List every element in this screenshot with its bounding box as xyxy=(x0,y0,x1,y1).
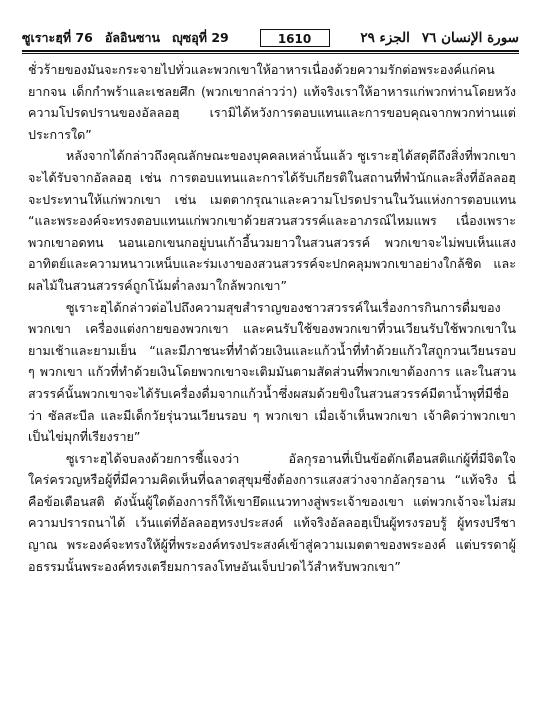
header-left xyxy=(22,27,241,49)
juz-thai: ญุซอุที่ 29 xyxy=(172,30,229,45)
running-header xyxy=(22,27,519,49)
paragraph-2: หลังจากได้กล่าวถึงคุณลักษณะของบุคคลเหล่านั้นแล้ว ซูเราะฮฺได้สดุดีถึงสิ่งที่พวกเขาจะได้รับจากอัลลอฮฺ เช่น การตอบแทนและการได้รับเกียรติในสถานที่พำนักและสิ่งที่อัลลอฮฺจะประทานให้แก่พวกเขา เช่น เมตตากรุณาและความโปรดปรานในวันแห่งการตอบแทน “และพระองค์จะทรงตอบแทนแก่พวกเขาด้วยสวนสวรรค์และอาภรณ์ไหมแพร เนื่องเพราะพวกเขาอดทน นอนเอกเขนกอยู่บนเก้าอี้นวมยาวในสวนสวรรค์ พวกเขาจะไม่พบเห็นแสงอาทิตย์และความหนาวเหน็บและร่มเงาของสวนสวรรค์จะปกคลุมพวกเขาอย่างใกล้ชิด และผลไม้ในสวนสวรรค์ถูกโน้มต่ำลงมาใกล้พวกเขา” xyxy=(28,148,516,293)
header-right xyxy=(348,27,519,49)
paragraph-4: ซูเราะฮฺได้จบลงด้วยการชี้แจงว่า อัลกุรอานที่เป็นข้อตักเตือนสติแก่ผู้ที่มีจิตใจใคร่ครวญหรือผู้ที่มีความคิดเห็นที่ฉลาดสุขุมซึ่งต้องการแสงสว่างจากอัลกุรอาน “แท้จริง นี่คือข้อเตือนสติ ดังนั้นผู้ใดต้องการก็ให้เขายึดแนวทางสู่พระเจ้าของเขา แต่พวกเจ้าจะไม่สมความปรารถนาได้ เว้นแต่ที่อัลลอฮฺทรงประสงค์ แท้จริงอัลลอฮฺเป็นผู้ทรงรอบรู้ ผู้ทรงปรีชาญาณ พระองค์จะทรงให้ผู้ที่พระองค์ทรงประสงค์เข้าสู่ความเมตตาของพระองค์ แต่บรรดาผู้อธรรมนั้นพระองค์ทรงเตรียมการลงโทษอันเจ็บปวดไว้สำหรับพวกเขา” xyxy=(28,450,516,574)
body-text xyxy=(28,59,516,577)
header-rule-thick xyxy=(22,50,519,52)
surah-number-thai: ซูเราะฮฺที่ 76 xyxy=(22,30,93,45)
paragraph-3: ซูเราะฮฺได้กล่าวต่อไปถึงความสุขสำราญของชาวสวรรค์ในเรื่องการกินการดื่มของพวกเขา เครื่องแต่งกายของพวกเขา และคนรับใช้ของพวกเขาที่วนเวียนรับใช้พวกเขาในยามเช้าและยามเย็น “และมีภาชนะที่ทำด้วยเงินและแก้วน้ำที่ทำด้วยแก้วใสถูกวนเวียนรอบ ๆ พวกเขา แก้วที่ทำด้วยเงินโดยพวกเขาจะเติมมันตามสัดส่วนที่พวกเขาต้องการ และในสวนสวรรค์นั้นพวกเขาจะได้รับเครื่องดื่มจากแก้วน้ำซึ่งผสมด้วยขิงในสวนสวรรค์มีตาน้ำพุที่มีชื่อว่า ซัลสะบีล และมีเด็กวัยรุ่นวนเวียนรอบ ๆ พวกเขา เมื่อเจ้าเห็นพวกเขา เจ้าคิดว่าพวกเขาเป็นไข่มุกที่เรียงราย” xyxy=(28,299,516,445)
surah-arabic: سورة الإنسان ٧٦ xyxy=(421,30,519,46)
header-rule-thin xyxy=(22,53,519,54)
juz-arabic: الجزء ٢٩ xyxy=(360,30,410,46)
page-number-box: 1610 xyxy=(260,29,330,47)
surah-title-thai: อัลอินซาน xyxy=(104,30,161,45)
paragraph-1: ชั่วร้ายของมันจะกระจายไปทั่วและพวกเขาให้อาหารเนื่องด้วยความรักต่อพระองค์แก่คนยากจน เด็กกำพร้าและเชลยศึก (พวกเขากล่าวว่า) แท้จริงเราให้อาหารแก่พวกท่านโดยหวังความโปรดปรานของอัลลอฮฺ เรามิได้หวังการตอบแทนและการขอบคุณจากพวกท่านแต่ประการใด” xyxy=(28,62,516,142)
